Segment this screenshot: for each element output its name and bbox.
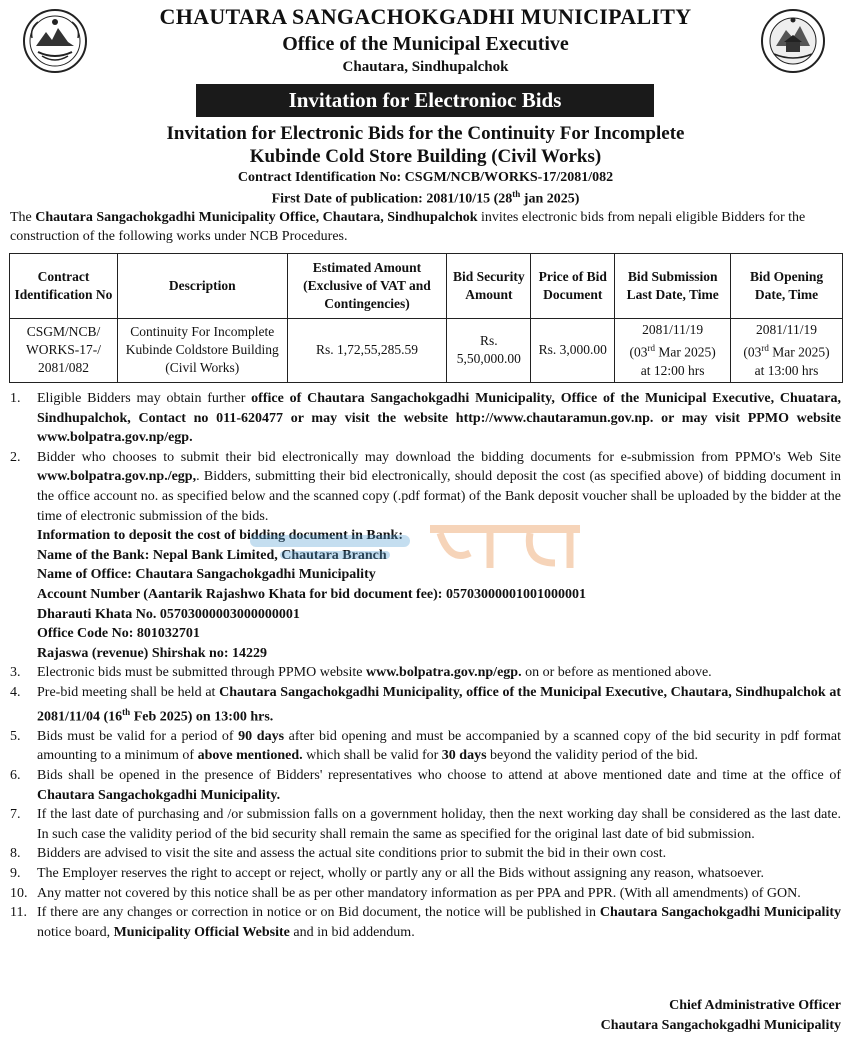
header-estimated-amount: Estimated Amount (Exclusive of VAT and Contingencies) — [287, 254, 447, 319]
condition-text: which shall be valid for — [302, 748, 442, 764]
condition-4 — [10, 683, 841, 727]
submission-ad-post: Mar 2025) — [655, 344, 716, 360]
header-bid-price: Price of Bid Document — [531, 254, 615, 319]
opening-ad-post: Mar 2025) — [768, 344, 830, 360]
condition-text: notice board, — [37, 924, 114, 940]
condition-text: on or before as mentioned above. — [521, 665, 712, 681]
notice-banner: Invitation for Electronioc Bids — [196, 84, 654, 117]
condition-8 — [10, 844, 841, 864]
table-row — [10, 319, 843, 383]
condition-text: Any matter not covered by this notice shall be as per other mandatory information as per PPA and PPR. (With all amendments) of GON. — [37, 885, 801, 901]
condition-text: Bids shall be opened in the presence of Bidders' representatives who choose to attend at above mentioned date and time at the office of — [37, 767, 841, 783]
condition-bold: Chautara Sangachokgadhi Municipality, office of the Municipal Executive, Chautara, Sindhupalchok at 2081/11/04 (16 — [37, 684, 841, 725]
condition-text: If there are any changes or correction in notice or on Bid document, the notice will be published in — [37, 905, 600, 921]
header-submission: Bid Submission Last Date, Time — [615, 254, 731, 319]
rajaswa-shirshak: Rajaswa (revenue) Shirshak no: 14229 — [37, 645, 267, 661]
bid-details-table — [9, 253, 843, 383]
condition-bold: 30 days — [441, 748, 487, 764]
header-bid-security: Bid Security Amount — [447, 254, 531, 319]
condition-1 — [10, 389, 841, 448]
condition-text: Bidders are advised to visit the site and assess the actual site conditions prior to submit the bid in their own cost. — [37, 846, 667, 862]
bank-office-name: Name of Office: Chautara Sangachokgadhi Municipality — [37, 567, 376, 583]
condition-bold: Feb 2025) on 13:00 hrs. — [130, 709, 274, 725]
bank-heading: Information to deposit the cost of bidding document in Bank: — [37, 528, 403, 544]
condition-text: and in bid addendum. — [289, 924, 415, 940]
condition-number: 10. — [10, 885, 28, 901]
pub-date-prefix: First Date of publication: 2081/10/15 (28 — [271, 191, 513, 207]
condition-bold: Chautara Sangachokgadhi Municipality. — [37, 787, 281, 803]
office-code: Office Code No: 801032701 — [37, 626, 200, 642]
submission-date: 2081/11/19 — [642, 322, 704, 337]
submission-ad-sup: rd — [647, 343, 656, 353]
condition-9 — [10, 864, 841, 884]
submission-time: at 12:00 hrs — [640, 362, 705, 378]
table-header-row — [10, 254, 843, 319]
bank-deposit-info — [10, 526, 841, 663]
condition-text: If the last date of purchasing and /or submission falls on a government holiday, then the next working day shall be considered as the last date. In such case the validity period of the bid security shall remain the same as specified for the original last date of bid submission. — [37, 807, 841, 842]
condition-3 — [10, 663, 841, 683]
bank-account-number: Account Number (Aantarik Rajashwo Khata for bid document fee): 05703000001001000001 — [37, 586, 586, 602]
condition-bold: office of Chautara Sangachokgadhi Municipality, Office of the Municipal Executive, Chuatara, Sindhupalchok, Contact no 011-620477 or may visit the website http://www.chautaramun.gov.np. or may visit PPMO website www.bolpatra.gov.np/egp. — [37, 391, 841, 446]
condition-5 — [10, 727, 841, 766]
intro-pre: The — [10, 210, 36, 225]
condition-text: beyond the validity period of the bid. — [486, 748, 699, 764]
cell-description: Continuity For Incomplete Kubinde Coldstore Building (Civil Works) — [117, 319, 287, 383]
cell-bid-price: Rs. 3,000.00 — [531, 319, 615, 383]
condition-bold: www.bolpatra.gov.np./egp, — [37, 469, 197, 485]
cell-estimated-amount: Rs. 1,72,55,285.59 — [287, 319, 447, 383]
condition-text: after bid opening and must be accompanied by a scanned copy of the bid security in pdf format amounting to a minimum of — [37, 728, 842, 764]
cell-opening — [731, 319, 843, 383]
notice-subtitle — [0, 122, 851, 168]
condition-10 — [10, 884, 841, 904]
office-location: Chautara, Sindhupalchok — [342, 59, 509, 75]
condition-number: 2. — [10, 449, 21, 465]
condition-text: The Employer reserves the right to accept or reject, wholly or partly any or all the Bids without assigning any reason, whatsoever. — [37, 865, 765, 881]
condition-2 — [10, 448, 841, 526]
signatory-org: Chautara Sangachokgadhi Municipality — [600, 1018, 841, 1033]
cell-contract-id: CSGM/NCB/ WORKS-17-/ 2081/082 — [10, 319, 118, 383]
cell-bid-security: Rs. 5,50,000.00 — [447, 319, 531, 383]
dharauti-khata: Dharauti Khata No. 05703000003000000001 — [37, 606, 300, 622]
publication-date — [0, 189, 851, 208]
contract-identification: Contract Identification No: CSGM/NCB/WORKS-17/2081/082 — [237, 170, 614, 185]
pub-date-sup: th — [512, 189, 521, 199]
condition-number: 3. — [10, 665, 21, 681]
pub-date-suffix: jan 2025) — [520, 191, 580, 207]
condition-text: Bidder who chooses to submit their bid electronically may download the bidding documents for e-submission from PPMO's Web Site — [37, 449, 841, 465]
condition-number: 6. — [10, 767, 21, 783]
signature-block — [601, 996, 841, 1036]
opening-time: at 13:00 hrs — [754, 362, 819, 378]
intro-bold: Chautara Sangachokgadhi Municipality Office, Chautara, Sindhupalchok — [35, 210, 478, 225]
condition-number: 11. — [10, 905, 27, 921]
condition-bold: above mentioned. — [197, 748, 303, 764]
opening-ad-pre: (03 — [743, 344, 762, 360]
condition-bold: Municipality Official Website — [113, 924, 290, 940]
condition-sup: th — [122, 706, 131, 717]
condition-text: Pre-bid meeting shall be held at — [37, 684, 220, 700]
condition-6 — [10, 766, 841, 805]
condition-7 — [10, 805, 841, 844]
condition-number: 4. — [10, 684, 21, 700]
condition-text: Eligible Bidders may obtain further — [37, 391, 252, 406]
opening-date: 2081/11/19 — [756, 322, 818, 337]
condition-number: 7. — [10, 807, 21, 823]
header-contract-id: Contract Identification No — [10, 254, 118, 319]
condition-bold: 90 days — [238, 728, 285, 744]
municipality-name: CHAUTARA SANGACHOKGADHI MUNICIPALITY — [159, 4, 692, 29]
header-opening: Bid Opening Date, Time — [731, 254, 843, 319]
signatory-title: Chief Administrative Officer — [669, 998, 841, 1013]
condition-bold: www.bolpatra.gov.np/egp. — [365, 665, 522, 681]
condition-number: 1. — [10, 391, 21, 406]
condition-number: 5. — [10, 728, 21, 744]
municipality-seal-icon — [760, 8, 826, 74]
office-name: Office of the Municipal Executive — [282, 33, 569, 55]
bank-name: Name of the Bank: Nepal Bank Limited, Chautara Branch — [37, 547, 387, 563]
condition-number: 9. — [10, 865, 21, 881]
opening-ad-date — [734, 339, 839, 362]
notice-conditions — [10, 389, 841, 942]
condition-text: . Bidders, submitting their bid electronically, should deposit the cost (as specified above) of bidding document in the office account no. as specified below and the scanned copy (.pdf format) of the Bank deposit voucher shall be uploaded by the bidder at the time of electronic submission of the bids. — [37, 469, 841, 524]
submission-ad-pre: (03 — [629, 344, 648, 360]
subtitle-line-1: Invitation for Electronic Bids for the Continuity For Incomplete — [166, 123, 685, 144]
opening-ad-sup: rd — [761, 343, 769, 353]
condition-text: Electronic bids must be submitted through PPMO website — [37, 665, 366, 681]
header-description: Description — [117, 254, 287, 319]
condition-number: 8. — [10, 846, 21, 862]
intro-post: invites electronic bids from nepali eligible Bidders for the construction of the following works under NCB Procedures. — [10, 210, 806, 244]
cell-submission — [615, 319, 731, 383]
condition-text: Bids must be valid for a period of — [37, 728, 239, 744]
subtitle-line-2: Kubinde Cold Store Building (Civil Works) — [249, 146, 602, 167]
condition-bold: Chautara Sangachokgadhi Municipality — [599, 905, 841, 921]
condition-11 — [10, 903, 841, 942]
submission-ad-date — [618, 339, 727, 362]
intro-paragraph — [10, 208, 842, 246]
